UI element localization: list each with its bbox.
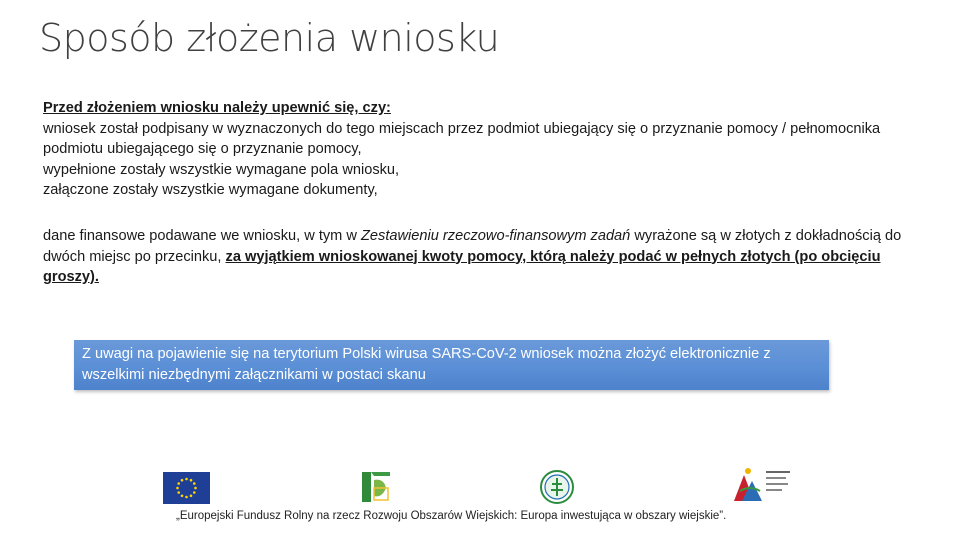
checklist-item: wniosek został podpisany w wyznaczonych do tego miejscach przez podmiot ubiegający się o przyznanie pomocy / pełnomocnika podmiotu ubiegającego się o przyznanie pomocy, [43,120,881,157]
checklist-item: załączone zostały wszystkie wymagane dokumenty, [43,182,378,198]
eu-flag-logo [163,472,210,504]
page-title: Sposób złożenia wniosku [39,16,500,60]
financial-note-text-2: wyrażone są w złotych z dokładnością do dwóch miejsc po przecinku, [43,228,902,265]
ministry-agriculture-logo [732,465,794,505]
financial-note-italic: Zestawieniu rzeczowo-finansowym zadań [361,228,631,244]
checklist-item: wypełnione zostały wszystkie wymagane pola wniosku, [43,161,400,178]
financial-note [43,226,923,288]
financial-note-text: dane finansowe podawane we wniosku, w tym w [43,228,361,244]
prow-logo [540,470,574,504]
checklist-lead: Przed złożeniem wniosku należy upewnić się, czy: [43,100,391,116]
leader-logo [360,470,392,504]
financial-note-emphasis: za wyjątkiem wnioskowanej kwoty pomocy, którą należy podać w pełnych złotych (po obcięciu groszy). [43,248,881,285]
footer-caption: „Europejski Fundusz Rolny na rzecz Rozwoju Obszarów Wiejskich: Europa inwestująca w obszary wiejskie”. [176,510,727,522]
checklist [43,98,923,201]
covid-notice-box: Z uwagi na pojawienie się na terytorium Polski wirusa SARS-CoV-2 wniosek można złożyć elektronicznie z wszelkimi niezbędnymi załącznikami w postaci skanu [74,340,829,390]
